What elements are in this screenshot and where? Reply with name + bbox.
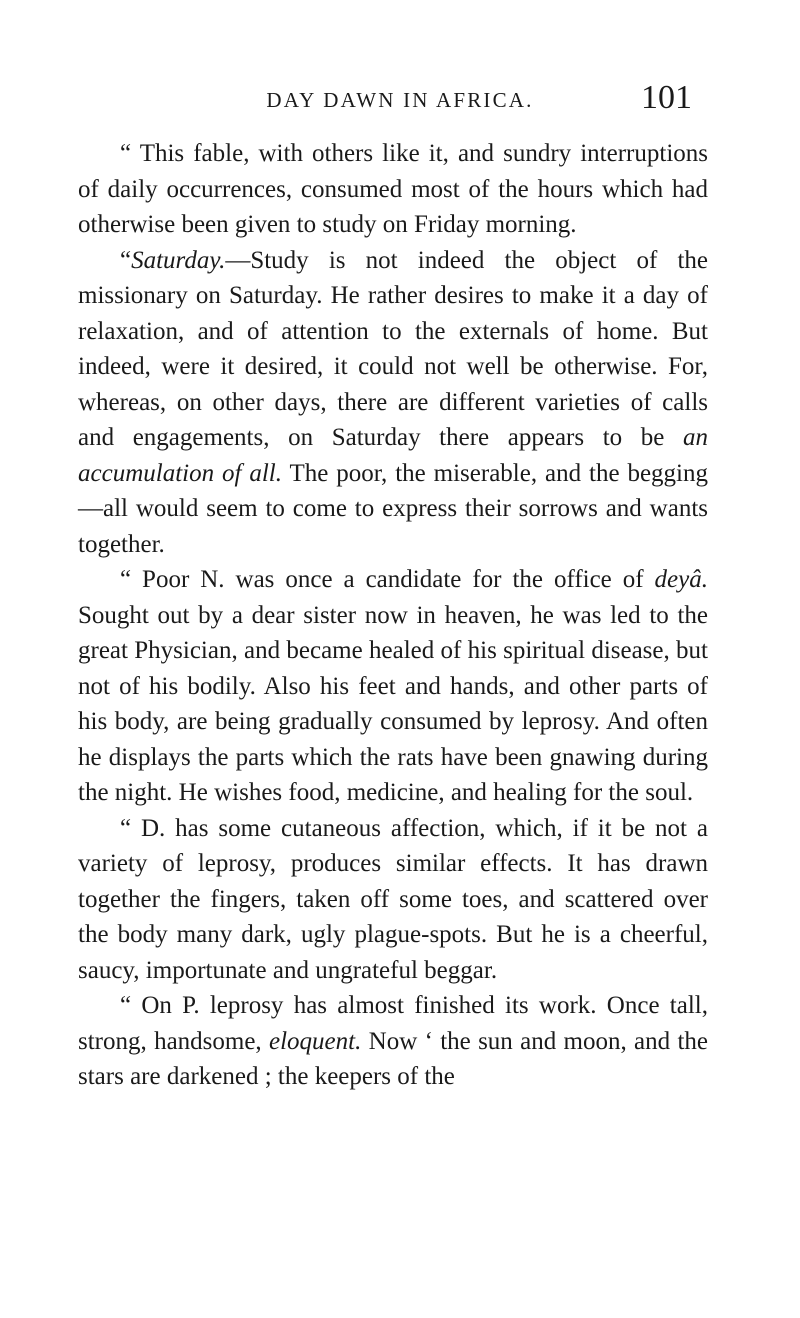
text-run: “ Poor N. was once a candidate for the office of [120, 566, 655, 593]
italic-run: deyâ. [654, 566, 708, 593]
paragraph-d [78, 811, 708, 989]
running-title: DAY DAWN IN AFRICA. [266, 88, 534, 112]
paragraph-fable [78, 136, 708, 243]
italic-run: Saturday. [131, 246, 226, 274]
page-number: 101 [641, 79, 692, 116]
paragraph-poor-n [78, 562, 708, 811]
text-run: The poor, the miserable, and the begging—all would seem to come to express their sorrows and wants together. [78, 459, 708, 558]
italic-run: eloquent. [269, 1027, 362, 1055]
text-run: “ On P. leprosy has almost finished its work. Once tall, strong, handsome, [78, 992, 708, 1055]
text-run: —Study is not indeed the object of the missionary on Saturday. He rather desires to make it a day of relaxation, and of attention to the externals of home. But indeed, were it desired, it could not well be otherwise. For, whereas, on other days, there are different varieties of calls and engagements, on Saturday there appears to be [78, 246, 708, 451]
text-run: “ [120, 246, 132, 274]
text-run: “ D. has some cutaneous affection, which, if it be not a variety of leprosy, produces similar effects. It has drawn together the fingers, taken off some toes, and scattered over the body many dark, ugly plague-spots. But he is a cheerful, saucy, importunate and ungrateful beggar. [78, 814, 708, 984]
text-run: “ This fable, with others like it, and sundry interruptions of daily occurrences, consumed most of the hours which had otherwise been given to study on Friday morning. [78, 140, 708, 238]
body-text [78, 136, 708, 1095]
paragraph-p [78, 988, 708, 1095]
paragraph-saturday [78, 243, 708, 563]
text-run: Now ‘ the sun and moon, and the stars are darkened ; the keepers of the [78, 1027, 708, 1090]
text-run: Sought out by a dear sister now in heaven, he was led to the great Physician, and became healed of his spiritual disease, but not of his bodily. Also his feet and hands, and other parts of his body, are being gradually consumed by leprosy. And often he displays the parts which the rats have been gnawing during the night. He wishes food, medicine, and healing for the soul. [78, 601, 708, 806]
italic-run: an accumulation of all. [78, 424, 708, 487]
